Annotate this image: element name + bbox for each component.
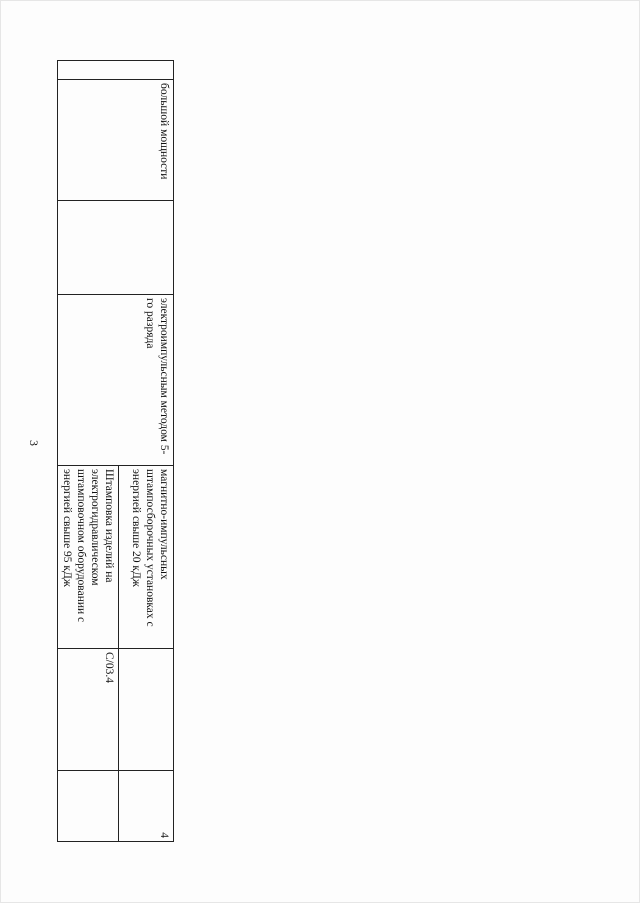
table-cell-level-1: 4 <box>119 771 174 842</box>
table-cell-empty <box>58 201 174 295</box>
rotated-table-container <box>61 60 174 841</box>
table-cell-work-2: Штамповка изделий на электрогидравлическом штамповочном оборудовании с энергией свыше 95 кДж <box>58 466 119 649</box>
table-cell-code-1 <box>119 649 174 771</box>
table-cell-method: электроимпульсным методом 5-го разряда <box>58 295 174 466</box>
table-cell-work-1: магнитно-импульсных штампосборочных установках с энергией свыше 20 кДж <box>119 466 174 649</box>
table-cell-level-2 <box>58 771 119 842</box>
page-number: 3 <box>27 440 41 446</box>
table-cell-code-2: С/03.4 <box>58 649 119 771</box>
standard-table <box>57 60 174 842</box>
rotated-table <box>61 60 174 841</box>
table-cell-empty-left <box>58 61 174 80</box>
table-cell-capacity: большой мощности <box>58 80 174 201</box>
